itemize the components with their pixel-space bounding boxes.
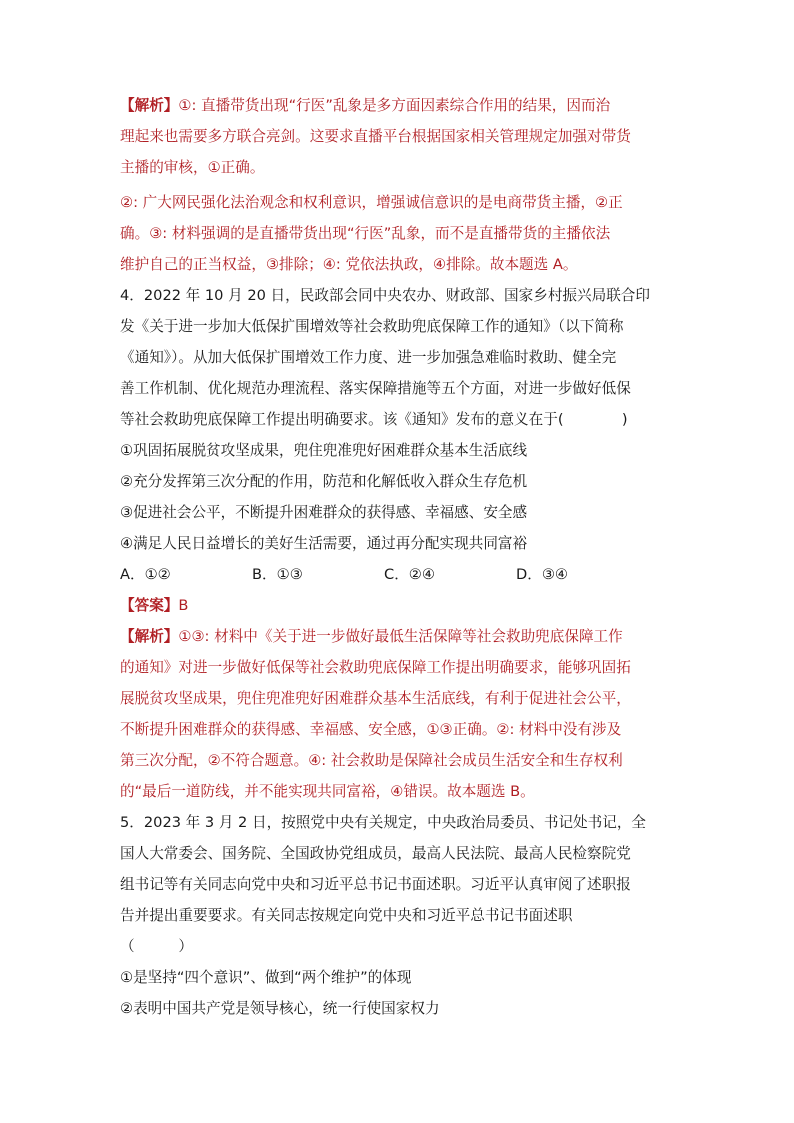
question-4-statement-1: ①巩固拓展脱贫攻坚成果，兜住兜准兜好困难群众基本生活底线 [120, 442, 528, 459]
question-4-stem: 等社会救助兜底保障工作提出明确要求。该《通知》发布的意义在于( ) [120, 411, 628, 428]
question-5-stem: 告并提出重要要求。有关同志按规定向党中央和习近平总书记书面述职 [120, 907, 573, 924]
analysis-text: ②: 广大网民强化法治观念和权利意识，增强诚信意识的是电商带货主播，②正 [120, 194, 623, 211]
answer-line [120, 590, 680, 621]
question-4-options [120, 559, 680, 590]
analysis-paragraph [120, 90, 680, 121]
question-4-stem: 《通知》）。从加大低保扩围增效工作力度、进一步加强急难临时救助、健全完 [120, 349, 617, 366]
analysis-text: 第三次分配，②不符合题意。④: 社会救助是保障社会成员生活安全和生存权利 [120, 752, 623, 769]
analysis-paragraph [120, 621, 680, 652]
page-content [120, 90, 680, 1024]
analysis-tag: 【解析】 [120, 628, 179, 645]
question-4-stem: 善工作机制、优化规范办理流程、落实保障措施等五个方面，对进一步做好低保 [120, 380, 631, 397]
analysis-text: 主播的审核，①正确。 [120, 159, 265, 176]
analysis-text: 的“最后一道防线，并不能实现共同富裕，④错误。故本题选 B。 [120, 783, 535, 800]
answer-value: B [178, 597, 189, 614]
question-5-stem: 组书记等有关同志向党中央和习近平总书记书面述职。习近平认真审阅了述职报 [120, 876, 631, 893]
question-4-stem: 发《关于进一步加大低保扩围增效等社会救助兜底保障工作的通知》（以下简称 [120, 318, 624, 335]
analysis-text: 确。③: 材料强调的是直播带货出现“行医”乱象，而不是直播带货的主播依法 [120, 225, 611, 242]
question-4-stem: 4．2022 年 10 月 20 日，民政部会同中央农办、财政部、国家乡村振兴局联合印 [120, 287, 650, 304]
analysis-tag: 【解析】 [120, 97, 179, 114]
question-5-stem: 5．2023 年 3 月 2 日，按照党中央有关规定，中央政治局委员、书记处书记，全 [120, 814, 647, 831]
question-5-statement-2: ②表明中国共产党是领导核心，统一行使国家权力 [120, 1000, 440, 1017]
analysis-text: ①③: 材料中《关于进一步做好最低生活保障等社会救助兜底保障工作 [178, 628, 623, 645]
option-b: B．①③ [252, 566, 303, 583]
analysis-text: 的通知》对进一步做好低保等社会救助兜底保障工作提出明确要求，能够巩固拓 [120, 659, 631, 676]
question-4-statement-2: ②充分发挥第三次分配的作用，防范和化解低收入群众生存危机 [120, 473, 528, 490]
analysis-text: ①: 直播带货出现“行医”乱象是多方面因素综合作用的结果，因而治 [178, 97, 611, 114]
option-d: D．③④ [516, 566, 568, 583]
analysis-text: 展脱贫攻坚成果，兜住兜准兜好困难群众基本生活底线，有利于促进社会公平， [120, 690, 631, 707]
option-a: A．①② [120, 566, 171, 583]
answer-tag: 【答案】 [120, 597, 179, 614]
analysis-text: 维护自己的正当权益，③排除；④: 党依法执政，④排除。故本题选 A。 [120, 256, 578, 273]
question-5-blank: （ ） [120, 938, 193, 955]
analysis-text: 不断提升困难群众的获得感、幸福感、安全感，①③正确。②: 材料中没有涉及 [120, 721, 622, 738]
question-5-statement-1: ①是坚持“四个意识”、做到“两个维护”的体现 [120, 969, 412, 986]
question-4-statement-4: ④满足人民日益增长的美好生活需要，通过再分配实现共同富裕 [120, 535, 528, 552]
question-5-stem: 国人大常委会、国务院、全国政协党组成员，最高人民法院、最高人民检察院党 [120, 845, 631, 862]
analysis-text: 理起来也需要多方联合亮剑。这要求直播平台根据国家相关管理规定加强对带货 [120, 128, 631, 145]
question-4-statement-3: ③促进社会公平，不断提升困难群众的获得感、幸福感、安全感 [120, 504, 528, 521]
option-c: C．②④ [384, 566, 435, 583]
